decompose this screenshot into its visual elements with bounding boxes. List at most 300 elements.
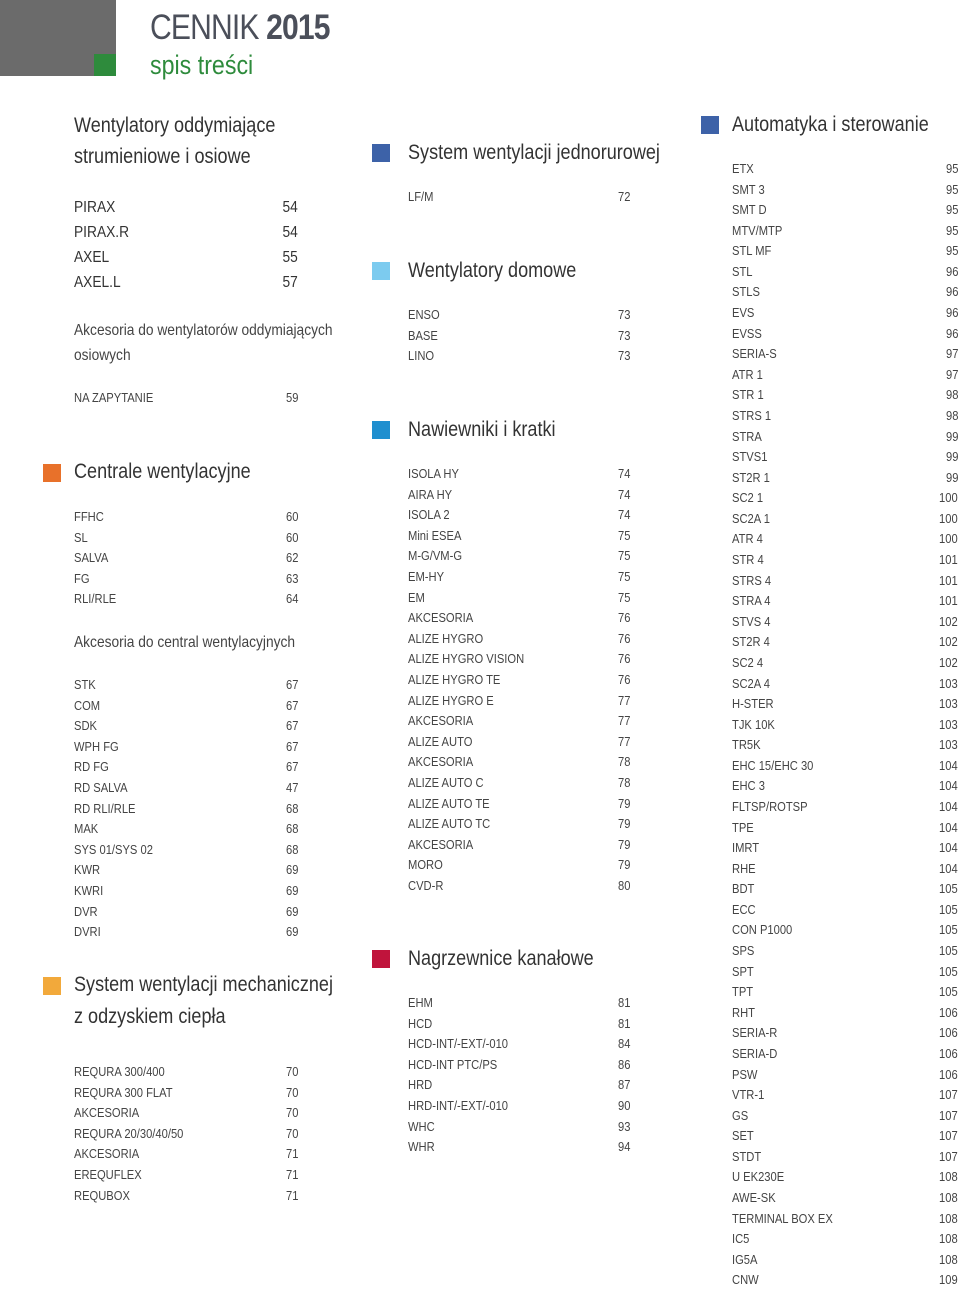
toc-entry [74, 220, 298, 245]
toc-entry-page: 105 [939, 901, 958, 917]
toc-entry-name: TPE [732, 819, 754, 835]
toc-entry [732, 262, 958, 282]
toc-entry-name: KWR [74, 862, 101, 878]
toc-entry [732, 694, 958, 714]
toc-entry-name: ATR 4 [732, 531, 763, 547]
toc-entry-page: 105 [939, 922, 958, 938]
page-subtitle: spis treści [150, 50, 254, 80]
toc-entry-name: HCD-INT/-EXT/-010 [408, 1036, 509, 1052]
toc-entry-name: AXEL [74, 249, 110, 266]
toc-entry-page: 108 [939, 1210, 958, 1226]
toc-entry-page: 55 [282, 249, 298, 266]
toc-entry [74, 270, 298, 295]
toc-entry-page: 107 [939, 1107, 958, 1123]
toc-entry [74, 1062, 298, 1082]
toc-entry [732, 159, 958, 179]
toc-entry-name: AWE-SK [732, 1190, 776, 1205]
toc-entry-name: AKCESORIA [74, 1105, 140, 1121]
toc-entry [732, 406, 958, 426]
toc-entry-name: CVD-R [408, 878, 444, 893]
toc-entry-page: 74 [617, 486, 630, 502]
toc-entry [732, 653, 958, 673]
toc-entry-name: SYS 01/SYS 02 [74, 841, 153, 857]
toc-entry [408, 1075, 630, 1095]
toc-entry-name: EREQUFLEX [74, 1167, 142, 1182]
toc-entry-name: ATR 1 [732, 366, 763, 382]
toc-entry [732, 920, 958, 940]
toc-entry-page: 104 [939, 860, 958, 876]
toc-entry [732, 1003, 958, 1023]
toc-entry-name: ECC [732, 901, 756, 917]
toc-entry-page: 95 [945, 243, 958, 259]
toc-entry [408, 876, 630, 896]
toc-entry-page: 100 [939, 490, 958, 506]
toc-entry-name: SMT 3 [732, 181, 765, 197]
toc-entry-page: 98 [945, 387, 958, 403]
toc-entry-name: ST2R 4 [732, 634, 770, 650]
section-title: Automatyka i sterowanie [732, 113, 929, 136]
toc-entry-page: 81 [617, 1015, 630, 1031]
toc-entry-name: EVSS [732, 325, 762, 341]
toc-entry [408, 1096, 630, 1116]
toc-entry [732, 529, 958, 549]
section-title: Wentylatory domowe [408, 259, 577, 282]
toc-entry-name: SERIA-R [732, 1025, 778, 1041]
toc-entry [408, 670, 630, 690]
toc-entry-page: 80 [617, 878, 630, 893]
toc-entry-page: 79 [617, 795, 630, 811]
toc-entry-page: 60 [285, 529, 298, 545]
toc-entry [732, 1250, 958, 1270]
toc-entry-page: 71 [285, 1146, 298, 1162]
toc-entry-page: 64 [285, 591, 298, 607]
toc-entry-page: 103 [939, 716, 958, 732]
toc-entry-page: 68 [285, 821, 298, 837]
toc-entry-name: M-G/VM-G [408, 548, 463, 564]
toc-entry [408, 732, 630, 752]
toc-entry-page: 75 [617, 569, 630, 584]
toc-entry [408, 752, 630, 772]
toc-entry-page: 76 [617, 672, 630, 687]
toc-entry [732, 221, 958, 241]
toc-entry-page: 69 [285, 883, 298, 898]
toc-entry [408, 1034, 630, 1054]
toc-entry-page: 76 [617, 610, 630, 626]
toc-entry [732, 282, 958, 302]
toc-entry-page: 106 [939, 1025, 958, 1041]
toc-entry [408, 855, 630, 875]
toc-entry-page: 100 [939, 531, 958, 547]
toc-entry [732, 344, 958, 364]
toc-entry-name: ALIZE AUTO C [408, 775, 484, 790]
toc-entry-name: SC2A 1 [732, 510, 770, 526]
toc-entry-name: AKCESORIA [74, 1146, 140, 1162]
toc-entry-page: 77 [617, 733, 630, 749]
toc-entry-page: 67 [285, 718, 298, 734]
toc-entry-page: 76 [617, 651, 630, 667]
section-marker-light-blue [372, 262, 390, 280]
toc-entry-page: 75 [617, 548, 630, 564]
toc-entry [732, 571, 958, 591]
toc-entry [732, 1167, 958, 1187]
toc-entry-name: STVS1 [732, 449, 768, 465]
toc-entry-name: IG5A [732, 1251, 758, 1267]
toc-entry [732, 735, 958, 755]
toc-entry-name: ALIZE HYGRO [408, 630, 484, 646]
toc-entry-name: EHC 3 [732, 778, 765, 794]
toc-entry [732, 365, 958, 385]
toc-entry [408, 464, 630, 484]
toc-entry-name: EM-HY [408, 569, 445, 584]
toc-entry [732, 303, 958, 323]
toc-entry-page: 90 [617, 1098, 630, 1113]
toc-entry [74, 245, 298, 270]
toc-entry [732, 1270, 958, 1290]
toc-entry-page: 73 [617, 327, 630, 343]
toc-entry-page: 67 [285, 677, 298, 692]
toc-entry-page: 106 [939, 1004, 958, 1020]
toc-entry-name: VTR-1 [732, 1087, 765, 1103]
toc-entry-page: 104 [939, 819, 958, 835]
toc-entry-page: 75 [617, 589, 630, 605]
toc-entry-name: DVRI [74, 924, 101, 940]
toc-entry-page: 96 [945, 325, 958, 341]
toc-entry [408, 1055, 630, 1075]
toc-entry [408, 814, 630, 834]
toc-entry [74, 696, 298, 716]
toc-entry-name: STDT [732, 1148, 762, 1164]
toc-entry [74, 881, 298, 901]
toc-entry [74, 1103, 298, 1123]
toc-entry-name: ISOLA HY [408, 466, 459, 481]
toc-entry-page: 101 [939, 552, 958, 568]
toc-entry-name: ALIZE AUTO TE [408, 795, 490, 811]
toc-entry [408, 326, 630, 346]
toc-entry-page: 73 [617, 348, 630, 364]
section-marker-dark-blue [372, 144, 390, 162]
toc-entry-page: 72 [617, 189, 630, 204]
section-title: Nagrzewnice kanałowe [408, 947, 594, 970]
toc-entry-name: ST2R 1 [732, 469, 770, 485]
toc-entry-name: FG [74, 570, 90, 586]
toc-entry [74, 528, 298, 548]
toc-entry-name: RD SALVA [74, 780, 128, 795]
toc-entry-page: 87 [617, 1077, 630, 1093]
toc-entry-page: 96 [945, 305, 958, 321]
toc-entry-page: 105 [939, 963, 958, 979]
toc-entry-name: MTV/MTP [732, 222, 783, 238]
toc-entry-page: 70 [285, 1084, 298, 1100]
toc-entry-name: STR 4 [732, 552, 764, 568]
toc-entry [74, 589, 298, 609]
toc-entry-name: TR5K [732, 737, 761, 753]
toc-entry-name: GS [732, 1107, 749, 1123]
toc-entry-page: 108 [939, 1231, 958, 1247]
toc-entry-page: 104 [939, 840, 958, 856]
toc-entry [74, 922, 298, 942]
toc-entry [732, 1188, 958, 1208]
toc-entry-page: 103 [939, 737, 958, 753]
toc-entry [732, 180, 958, 200]
toc-entry [408, 691, 630, 711]
toc-entry-page: 96 [945, 284, 958, 300]
toc-entry-name: AKCESORIA [408, 754, 474, 770]
toc-entry [74, 716, 298, 736]
toc-entry-page: 107 [939, 1148, 958, 1164]
toc-entry-page: 108 [939, 1251, 958, 1267]
toc-entry-name: RD RLI/RLE [74, 800, 136, 816]
toc-entry [74, 195, 298, 220]
toc-entry-name: SPS [732, 943, 755, 959]
section-title: Nawiewniki i kratki [408, 418, 556, 441]
toc-entry [732, 674, 958, 694]
toc-entry-page: 74 [617, 507, 630, 523]
toc-entry [732, 241, 958, 261]
toc-entry-name: BDT [732, 881, 755, 897]
toc-entry-page: 67 [285, 759, 298, 775]
toc-entry [732, 324, 958, 344]
toc-entry-page: 107 [939, 1087, 958, 1103]
section-marker-yellow [43, 977, 61, 995]
section-marker-orange [43, 464, 61, 482]
toc-entry-page: 78 [617, 775, 630, 790]
toc-entry [74, 1124, 298, 1144]
section-title: System wentylacji mechanicznej [74, 973, 333, 996]
toc-entry-page: 76 [617, 630, 630, 646]
toc-entry-page: 97 [945, 346, 958, 362]
toc-entry-page: 70 [285, 1105, 298, 1121]
toc-entry [74, 757, 298, 777]
toc-entry-page: 99 [945, 428, 958, 444]
toc-entry-name: SL [74, 529, 88, 545]
toc-entry [732, 962, 958, 982]
toc-entry-page: 81 [617, 995, 630, 1010]
toc-entry-name: REQURA 20/30/40/50 [74, 1125, 184, 1141]
toc-entry-page: 106 [939, 1066, 958, 1082]
toc-entry [732, 612, 958, 632]
toc-entry-name: STRS 1 [732, 407, 772, 423]
toc-entry-name: KWRI [74, 883, 104, 898]
section-marker-dark-blue [701, 116, 719, 134]
toc-entry-name: SDK [74, 718, 97, 734]
toc-entry [732, 982, 958, 1002]
toc-entry [732, 632, 958, 652]
toc-entry-page: 93 [617, 1118, 630, 1134]
toc-entry-page: 104 [939, 798, 958, 814]
toc-entry-page: 73 [617, 307, 630, 322]
toc-entry-name: RLI/RLE [74, 591, 117, 607]
toc-entry [74, 1165, 298, 1185]
toc-entry-name: MORO [408, 857, 443, 873]
toc-entry [732, 1147, 958, 1167]
toc-entry [74, 569, 298, 589]
toc-entry-page: 101 [939, 572, 958, 588]
toc-entry [408, 711, 630, 731]
toc-entry-page: 70 [285, 1064, 298, 1079]
toc-entry-page: 79 [617, 836, 630, 852]
toc-entry [408, 608, 630, 628]
toc-entry-name: TERMINAL BOX EX [732, 1210, 833, 1226]
toc-entry [74, 840, 298, 860]
toc-entry-name: HCD-INT PTC/PS [408, 1056, 498, 1072]
toc-entry-name: STVS 4 [732, 613, 771, 629]
toc-entry [732, 818, 958, 838]
toc-entry-page: 101 [939, 593, 958, 609]
toc-entry-name: SPT [732, 963, 754, 979]
toc-entry [732, 200, 958, 220]
toc-entry-name: ALIZE AUTO [408, 733, 473, 749]
toc-entry-name: MAK [74, 821, 99, 837]
toc-entry [732, 756, 958, 776]
toc-entry-name: EHC 15/EHC 30 [732, 757, 814, 773]
toc-entry-name: RHE [732, 860, 756, 876]
toc-entry [732, 1023, 958, 1043]
toc-entry-name: TPT [732, 984, 754, 1000]
toc-entry [732, 427, 958, 447]
toc-entry [408, 993, 630, 1013]
toc-entry [408, 546, 630, 566]
toc-entry-name: SERIA-S [732, 346, 777, 362]
toc-entry-name: LF/M [408, 189, 434, 204]
toc-entry-page: 105 [939, 881, 958, 897]
toc-entry-name: ALIZE HYGRO E [408, 692, 494, 708]
toc-entry-name: BASE [408, 327, 438, 343]
toc-entry-name: FFHC [74, 509, 104, 524]
toc-entry [408, 1137, 630, 1157]
toc-entry-page: 109 [939, 1272, 958, 1288]
toc-entry [732, 797, 958, 817]
section-title: z odzyskiem ciepła [74, 1005, 226, 1028]
toc-entry-page: 78 [617, 754, 630, 770]
toc-entry-page: 79 [617, 857, 630, 873]
toc-entry-name: SC2A 4 [732, 675, 770, 691]
toc-entry-name: ALIZE HYGRO VISION [408, 651, 525, 667]
toc-entry-page: 107 [939, 1128, 958, 1144]
page-title: CENNIK 2015 [150, 8, 330, 47]
toc-entry-name: STRA [732, 428, 762, 444]
toc-entry-page: 98 [945, 407, 958, 423]
toc-entry-page: 67 [285, 738, 298, 754]
toc-entry [732, 1209, 958, 1229]
toc-entry-page: 102 [939, 654, 958, 670]
toc-entry-name: STL [732, 263, 753, 279]
toc-entry-name: EVS [732, 305, 755, 321]
toc-entry-name: IC5 [732, 1231, 750, 1247]
toc-entry [732, 879, 958, 899]
toc-entry-page: 57 [282, 274, 298, 291]
toc-entry-page: 59 [285, 390, 298, 405]
toc-entry-page: 74 [617, 466, 630, 481]
toc-entry-name: STLS [732, 284, 760, 300]
section-title: Akcesoria do wentylatorów oddymiających [74, 322, 333, 339]
toc-entry-name: FLTSP/ROTSP [732, 798, 808, 814]
toc-entry-page: 63 [285, 570, 298, 586]
toc-entry [408, 305, 630, 325]
toc-entry [732, 715, 958, 735]
toc-entry-name: STL MF [732, 243, 772, 259]
toc-entry-page: 104 [939, 778, 958, 794]
toc-entry-page: 71 [285, 1187, 298, 1203]
toc-entry [732, 900, 958, 920]
section-marker-blue [372, 421, 390, 439]
toc-entry-name: PIRAX.R [74, 224, 130, 241]
toc-entry [408, 505, 630, 525]
toc-entry-name: H-STER [732, 696, 774, 712]
toc-entry-name: REQUBOX [74, 1187, 130, 1203]
toc-entry [74, 388, 298, 408]
toc-entry-page: 103 [939, 675, 958, 691]
toc-entry [408, 629, 630, 649]
toc-entry [408, 485, 630, 505]
toc-entry [408, 567, 630, 587]
toc-entry [732, 838, 958, 858]
toc-entry-name: HRD [408, 1077, 433, 1093]
toc-entry-name: HCD [408, 1015, 433, 1031]
toc-entry [732, 509, 958, 529]
toc-entry [74, 507, 298, 527]
toc-entry-page: 95 [945, 222, 958, 238]
section-title: Centrale wentylacyjne [74, 460, 251, 483]
toc-entry-page: 86 [617, 1056, 630, 1072]
toc-entry [732, 488, 958, 508]
toc-entry-name: AXEL.L [74, 274, 121, 291]
section-title: Wentylatory oddymiające [74, 114, 276, 137]
toc-entry [408, 187, 630, 207]
toc-entry [732, 447, 958, 467]
toc-entry-name: STR 1 [732, 387, 764, 403]
toc-entry [732, 941, 958, 961]
toc-entry-name: U EK230E [732, 1169, 785, 1185]
toc-entry-name: SET [732, 1128, 754, 1144]
toc-entry-page: 95 [945, 161, 958, 176]
toc-entry-name: CON P1000 [732, 922, 793, 938]
toc-entry [732, 550, 958, 570]
toc-entry-name: ALIZE AUTO TC [408, 816, 491, 832]
toc-entry-page: 106 [939, 1045, 958, 1061]
section-title: System wentylacji jednorurowej [408, 141, 660, 164]
toc-entry [732, 1085, 958, 1105]
toc-entry [408, 773, 630, 793]
toc-entry [732, 591, 958, 611]
toc-entry-name: IMRT [732, 840, 760, 856]
toc-entry-page: 100 [939, 510, 958, 526]
toc-entry [408, 1117, 630, 1137]
toc-entry-name: AIRA HY [408, 486, 453, 502]
toc-entry [732, 1044, 958, 1064]
toc-entry [408, 1014, 630, 1034]
toc-entry [74, 548, 298, 568]
toc-entry [74, 819, 298, 839]
toc-entry [732, 859, 958, 879]
toc-entry-page: 95 [945, 181, 958, 197]
toc-entry-name: WPH FG [74, 738, 119, 754]
toc-entry [732, 776, 958, 796]
toc-entry-page: 54 [282, 199, 298, 216]
toc-entry-page: 67 [285, 697, 298, 713]
toc-entry [408, 794, 630, 814]
toc-entry-page: 79 [617, 816, 630, 832]
toc-entry [732, 385, 958, 405]
toc-entry-page: 105 [939, 943, 958, 959]
toc-entry [408, 588, 630, 608]
toc-entry-name: SMT D [732, 202, 767, 218]
toc-entry-page: 95 [945, 202, 958, 218]
toc-entry [74, 778, 298, 798]
toc-entry-page: 108 [939, 1190, 958, 1205]
toc-entry-page: 47 [285, 780, 298, 795]
toc-entry [732, 1126, 958, 1146]
toc-entry-page: 97 [945, 366, 958, 382]
